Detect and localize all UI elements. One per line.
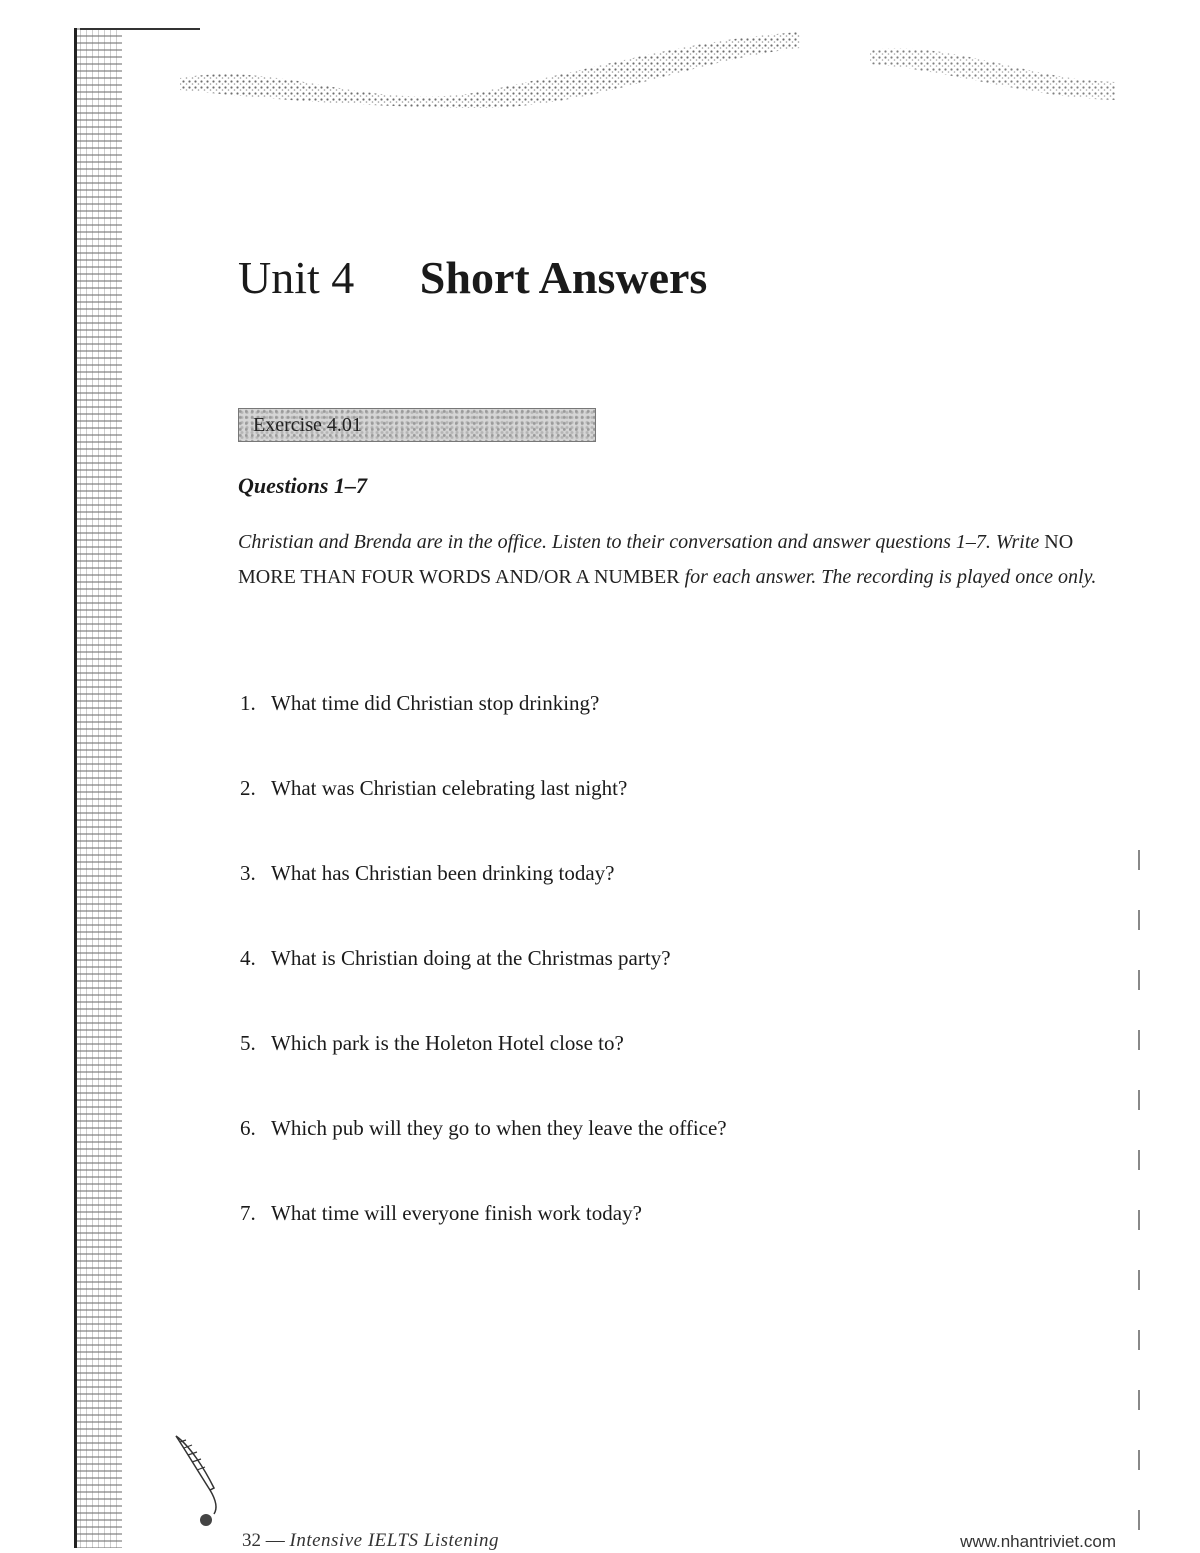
decorative-banner	[170, 20, 1120, 110]
footer-page-info	[242, 1530, 499, 1552]
question-item	[240, 1111, 727, 1196]
question-item	[240, 1196, 727, 1281]
instructions-emphasis: NO MORE THAN FOUR WORDS AND/OR A NUMBER	[238, 531, 1074, 588]
unit-label: Unit 4	[238, 252, 355, 303]
instructions-part2: for each answer. The recording is played once only.	[679, 566, 1097, 588]
question-item	[240, 686, 727, 771]
instructions-part1: Christian and Brenda are in the office. Listen to their conversation and answer questions 1–7. Write	[238, 531, 1045, 553]
book-title: Intensive IELTS Listening	[289, 1530, 499, 1551]
exercise-tag: Exercise 4.01	[238, 408, 596, 442]
question-number: 7.	[240, 1201, 256, 1225]
questions-heading: Questions 1–7	[238, 473, 367, 498]
question-number: 6.	[240, 1116, 256, 1140]
quill-icon	[170, 1428, 230, 1528]
footer-website: www.nhantriviet.com	[960, 1532, 1116, 1551]
question-text: What was Christian celebrating last night?	[271, 776, 628, 800]
question-text: What time will everyone finish work today?	[271, 1201, 642, 1225]
unit-title	[238, 248, 707, 308]
question-text: Which pub will they go to when they leave the office?	[271, 1116, 727, 1140]
question-item	[240, 941, 727, 1026]
question-item	[240, 856, 727, 941]
page-number: 32	[242, 1530, 261, 1551]
question-text: Which park is the Holeton Hotel close to?	[271, 1031, 624, 1055]
question-number: 5.	[240, 1031, 256, 1055]
question-number: 4.	[240, 946, 256, 970]
question-text: What time did Christian stop drinking?	[271, 691, 600, 715]
question-number: 2.	[240, 776, 256, 800]
scan-edge-artifact	[74, 28, 122, 1548]
instructions	[238, 525, 1123, 595]
footer-separator: —	[261, 1530, 290, 1551]
question-item	[240, 1026, 727, 1111]
question-text: What is Christian doing at the Christmas party?	[271, 946, 671, 970]
unit-name: Short Answers	[419, 252, 708, 303]
question-number: 1.	[240, 691, 256, 715]
right-edge-ticks	[1138, 850, 1140, 1550]
question-item	[240, 771, 727, 856]
scan-edge-line	[74, 28, 77, 1548]
question-number: 3.	[240, 861, 256, 885]
question-list	[240, 686, 727, 1281]
question-text: What has Christian been drinking today?	[271, 861, 615, 885]
